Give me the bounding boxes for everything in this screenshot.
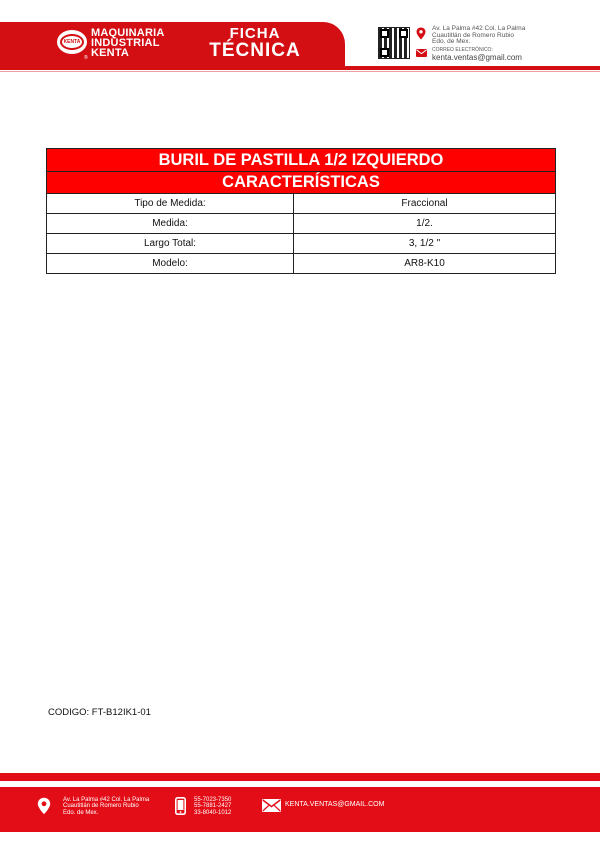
footer-address (63, 797, 149, 816)
table-row (47, 233, 555, 253)
qr-finder (380, 48, 389, 57)
brand-line: INDUSTRIAL (91, 37, 160, 49)
header-rule (0, 66, 600, 70)
section-heading: CARACTERÍSTICAS (47, 172, 555, 194)
logo-text: KENTA (60, 34, 84, 50)
header-address (432, 26, 525, 46)
phone-number: 55-7881-2427 (194, 803, 232, 810)
brand-line: MAQUINARIA (91, 27, 165, 39)
header-email: kenta.ventas@gmail.com (432, 53, 522, 62)
qr-finder (380, 29, 389, 38)
address-line: Av. La Palma #42 Col. La Palma (63, 797, 150, 803)
row-value: AR8-K10 (404, 258, 445, 269)
table-row (47, 213, 555, 233)
document-type (200, 26, 310, 61)
footer-email: KENTA.VENTAS@GMAIL.COM (285, 801, 385, 808)
row-label: Largo Total: (47, 234, 294, 253)
address-line: Av. La Palma #42 Col. La Palma (432, 25, 526, 32)
address-line: Edo. de Mex. (432, 38, 471, 45)
map-pin-icon (416, 27, 426, 40)
registered-mark: ® (84, 55, 88, 61)
brand-name (91, 28, 165, 58)
row-label: Modelo: (47, 254, 294, 273)
envelope-icon (262, 799, 281, 812)
footer-rule (0, 773, 600, 781)
envelope-icon (416, 49, 427, 57)
qr-finder (399, 29, 408, 38)
row-value: 3, 1/2 " (408, 238, 441, 249)
map-pin-icon (37, 797, 51, 815)
phone-number: 33-8040-1012 (194, 809, 232, 816)
table-row (47, 194, 555, 213)
row-value: 1/2. (416, 218, 433, 229)
ficha-line1: FICHA (229, 25, 281, 42)
table-row (47, 253, 555, 273)
document-code: CODIGO: FT-B12IK1-01 (48, 707, 151, 718)
phone-number: 55-7023-7350 (194, 797, 232, 803)
spec-table (46, 148, 556, 274)
address-line: Cuautitlán de Romero Rubio (432, 31, 515, 39)
company-logo (57, 30, 87, 54)
address-line: Cuautitlán de Romero Rubio (63, 803, 139, 810)
brand-line: KENTA (91, 47, 130, 59)
smartphone-icon (175, 797, 186, 815)
product-title: BURIL DE PASTILLA 1/2 IZQUIERDO (47, 149, 555, 172)
ficha-line2: TÉCNICA (209, 40, 301, 61)
qr-code-icon (378, 27, 410, 59)
address-line: Edo. de Mex. (63, 809, 99, 816)
footer-phones (194, 797, 231, 816)
email-label: CORREO ELECTRÓNICO: (432, 47, 493, 53)
row-label: Medida: (47, 214, 294, 233)
header-rule-light (0, 71, 600, 72)
row-value: Fraccional (401, 198, 448, 209)
row-label: Tipo de Medida: (47, 194, 294, 213)
